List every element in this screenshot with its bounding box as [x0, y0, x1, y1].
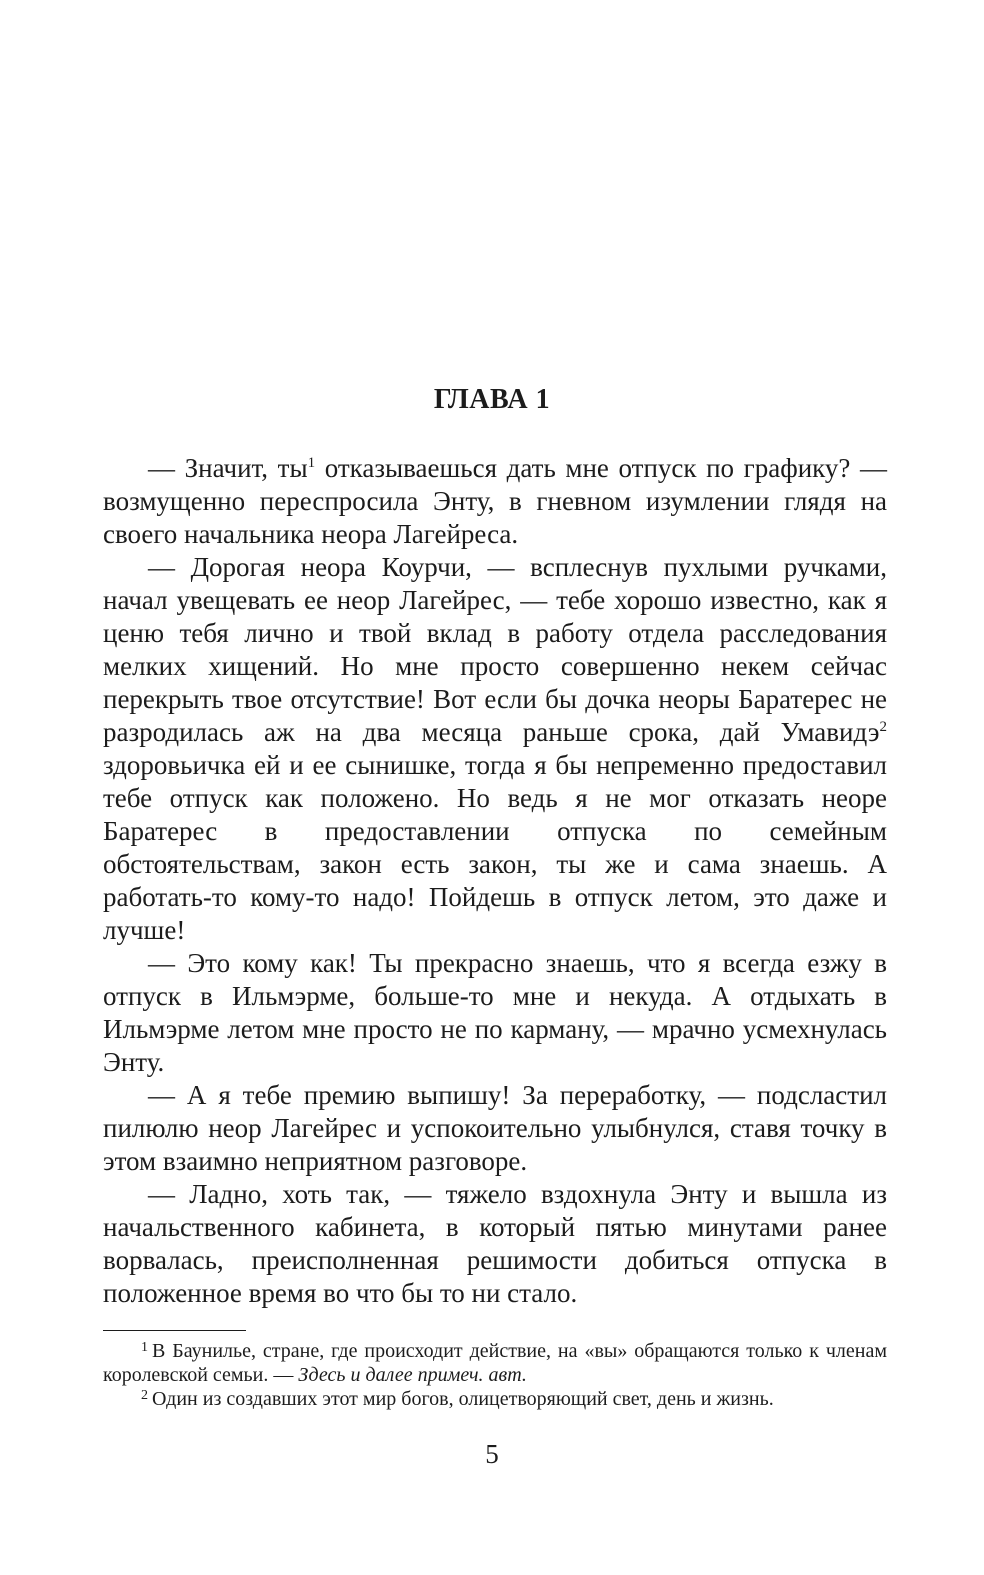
- chapter-body: [103, 452, 887, 1310]
- page-number: 5: [485, 1439, 499, 1469]
- footnote-divider: [103, 1330, 246, 1331]
- footnote: $^1$ В Баунилье, стране, где происходит действие, на «вы» обращаются только к членам королевской семьи. — Здесь и далее примеч. авт.: [103, 1340, 887, 1386]
- footnotes: [103, 1339, 887, 1411]
- paragraph: — А я тебе премию выпишу! За переработку, — подсластил пилюлю неор Лагейрес и успокоительно улыбнулся, ставя точку в этом взаимно неприятном разговоре.: [103, 1080, 887, 1176]
- footnote-mark: 1: [141, 1340, 148, 1355]
- footnote-ref[interactable]: 1: [307, 455, 316, 471]
- paragraph: — Значит, $ты^1$ отказываешься дать мне отпуск по графику? — возмущенно переспросила Энту, в гневном изумлении глядя на своего начальника неора Лагейреса.: [103, 453, 887, 549]
- footnote: $^2$ Один из создавших этот мир богов, олицетворяющий свет, день и жизнь.: [141, 1388, 774, 1410]
- paragraph: — Ладно, хоть так, — тяжело вздохнула Энту и вышла из начальственного кабинета, в который пятью минутами ранее ворвалась, преисполненная решимости добиться отпуска в положенное время во что бы то ни стало.: [103, 1179, 887, 1308]
- footnote-mark: 2: [141, 1388, 148, 1403]
- paragraph: — Это кому как! Ты прекрасно знаешь, что я всегда езжу в отпуск в Ильмэрме, больше-то мне и некуда. А отдыхать в Ильмэрме летом мне просто не по карману, — мрачно усмехнулась Энту.: [103, 948, 887, 1077]
- paragraph: — Дорогая неора Коурчи, — всплеснув пухлыми ручками, начал увещевать ее неор Лагейрес, — тебе хорошо известно, как я ценю тебя лично и твой вклад в работу отдела расследования мелких хищений. Но мне просто совершенно некем сейчас перекрыть твое отсутствие! Вот если бы дочка неоры Баратерес не разродилась аж на два месяца раньше срока, дай Умавидэ$^2$ здоровьичка ей и ее сынишке, тогда я бы непременно предоставил тебе отпуск как положено. Но ведь я не мог отказать неоре Баратерес в предоставлении отпуска по семейным обстоятельствам, закон есть закон, ты же и сама знаешь. А работать-то кому-то надо! Пойдешь в отпуск летом, это даже и лучше!: [103, 552, 887, 945]
- chapter-title: ГЛАВА 1: [433, 384, 551, 415]
- footnote-ref[interactable]: 2: [879, 719, 887, 735]
